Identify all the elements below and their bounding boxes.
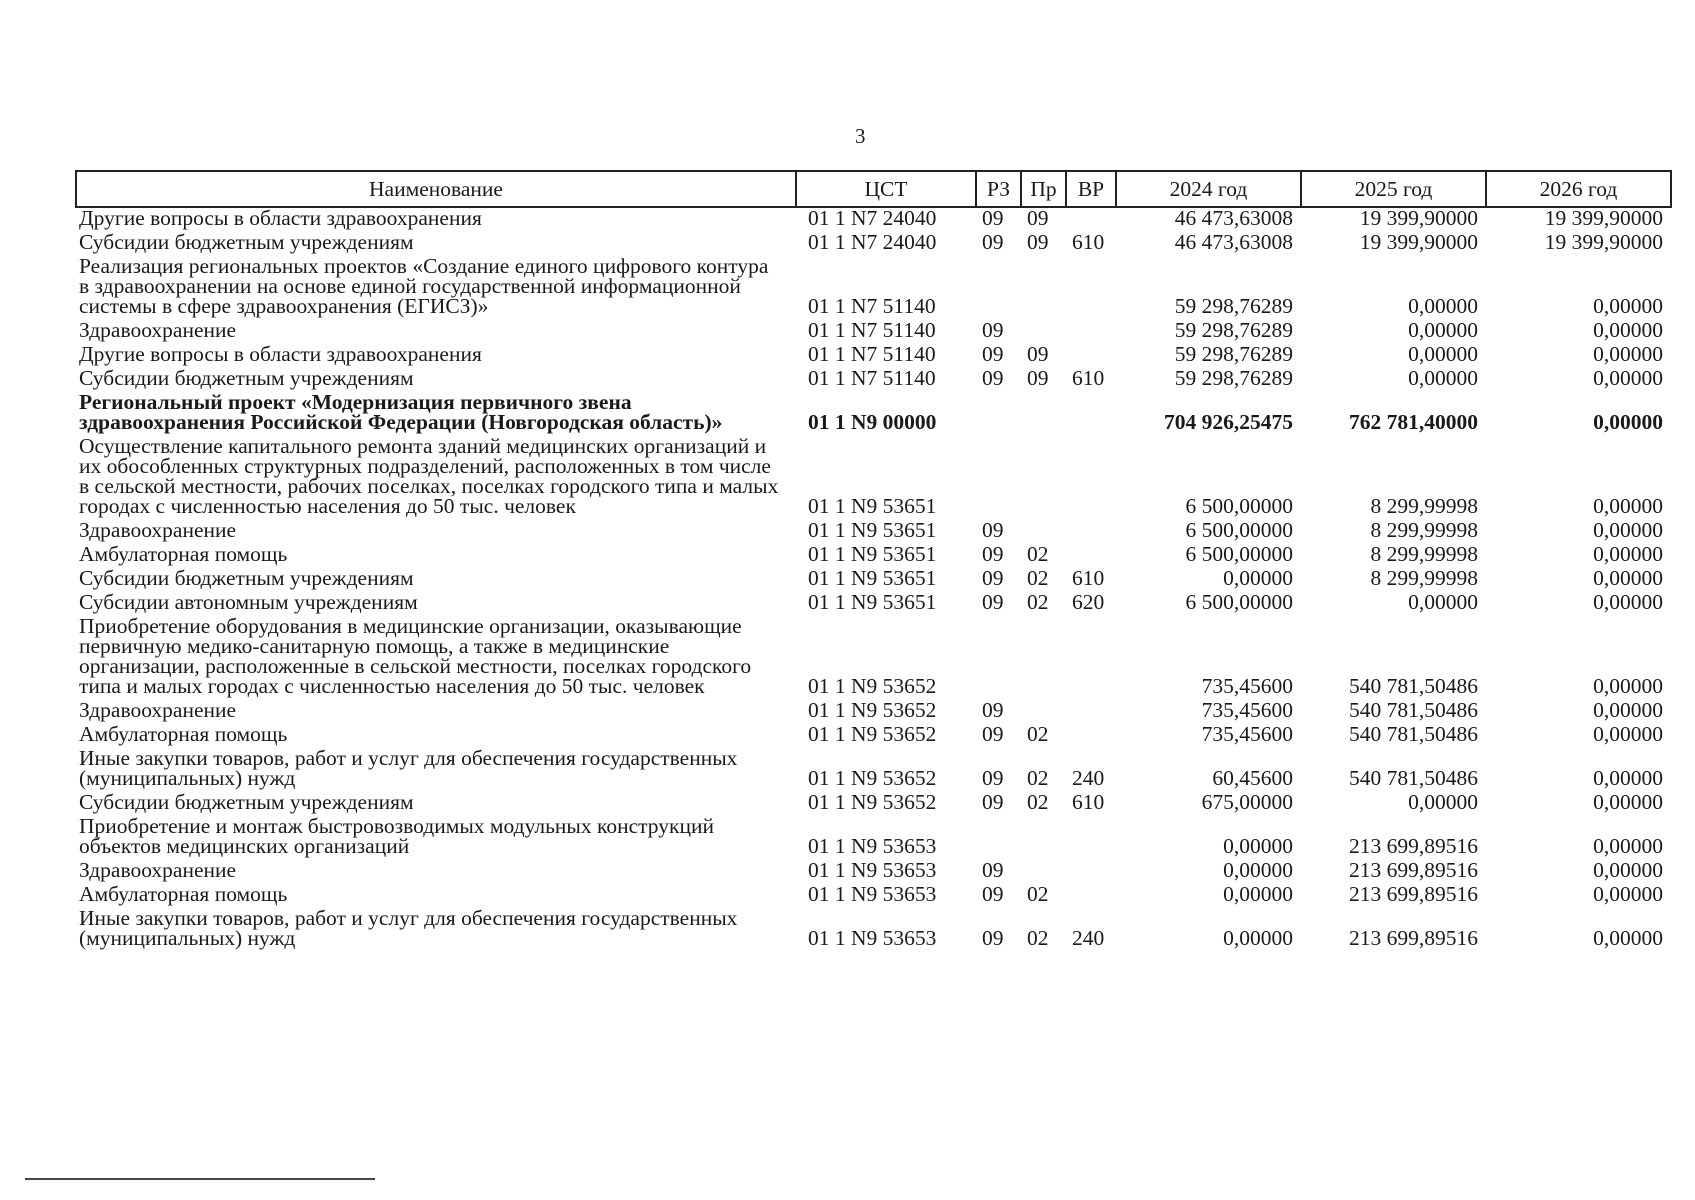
cell-pr: 09	[1027, 366, 1049, 390]
cell-2024: 6 500,00000	[1185, 518, 1293, 542]
cell-cst: 01 1 N9 53651	[808, 518, 937, 542]
cell-rz: 09	[982, 366, 1004, 390]
cell-pr	[1021, 700, 1066, 724]
table-row	[76, 344, 1671, 368]
cell-2026: 0,00000	[1593, 834, 1663, 858]
cell-2024: 735,45600	[1201, 722, 1293, 746]
cell-2026: 0,00000	[1593, 882, 1663, 906]
cell-vr	[1066, 616, 1116, 700]
cell-vr: 610	[1072, 366, 1105, 390]
cell-2024: 6 500,00000	[1185, 494, 1293, 518]
cell-cst: 01 1 N9 53652	[808, 722, 937, 746]
cell-cst: 01 1 N9 53652	[808, 790, 937, 814]
cell-2024: 46 473,63008	[1174, 206, 1293, 230]
cell-rz	[976, 436, 1021, 520]
cell-2024: 60,45600	[1212, 766, 1293, 790]
table-row	[76, 232, 1671, 256]
cell-2025: 19 399,90000	[1359, 206, 1478, 230]
cell-name: Здравоохранение	[79, 698, 237, 722]
cell-name: Приобретение и монтаж быстровозводимых модульных конструкций объектов медицинских организаций	[79, 814, 714, 858]
table-row	[76, 724, 1671, 748]
table-row	[76, 700, 1671, 724]
cell-rz: 09	[982, 790, 1004, 814]
cell-2025: 8 299,99998	[1370, 566, 1478, 590]
cell-rz: 09	[982, 590, 1004, 614]
header-name: Наименование	[76, 171, 796, 207]
cell-2026: 0,00000	[1593, 590, 1663, 614]
cell-rz: 09	[982, 206, 1004, 230]
cell-2025: 8 299,99998	[1370, 494, 1478, 518]
cell-name: Субсидии бюджетным учреждениям	[79, 566, 414, 590]
table-row	[76, 436, 1671, 520]
cell-pr: 02	[1027, 790, 1049, 814]
table-row	[76, 320, 1671, 344]
cell-rz	[976, 816, 1021, 860]
cell-cst: 01 1 N9 53651	[808, 566, 937, 590]
cell-vr: 610	[1072, 566, 1105, 590]
cell-pr: 02	[1027, 542, 1049, 566]
table-row	[76, 520, 1671, 544]
cell-name: Иные закупки товаров, работ и услуг для обеспечения государственных (муниципальных) нужд	[79, 746, 738, 790]
cell-vr	[1066, 320, 1116, 344]
cell-2026: 0,00000	[1593, 342, 1663, 366]
cell-name: Осуществление капитального ремонта зданий медицинских организаций и их обособленных структурных подразделений, расположенных в том числе в сельской местности, рабочих поселках, поселках городского типа и малых городах с численностью населения до 50 тыс. человек	[79, 434, 779, 518]
cell-2024: 0,00000	[1223, 566, 1293, 590]
cell-pr: 02	[1027, 766, 1049, 790]
cell-rz	[976, 616, 1021, 700]
cell-cst: 01 1 N9 53653	[808, 882, 937, 906]
cell-name: Реализация региональных проектов «Создание единого цифрового контура в здравоохранении на основе единой государственной информационной системы в сфере здравоохранения (ЕГИСЗ)»	[79, 254, 769, 318]
cell-name: Другие вопросы в области здравоохранения	[79, 342, 482, 366]
cell-pr: 09	[1027, 342, 1049, 366]
header-2026: 2026 год	[1486, 171, 1671, 207]
table-row	[76, 392, 1671, 436]
cell-2025: 762 781,40000	[1349, 410, 1478, 434]
header-vr: ВР	[1066, 171, 1116, 207]
cell-name: Другие вопросы в области здравоохранения	[79, 206, 482, 230]
cell-cst: 01 1 N7 51140	[808, 342, 936, 366]
cell-name: Здравоохранение	[79, 318, 237, 342]
cell-rz: 09	[982, 542, 1004, 566]
cell-cst: 01 1 N9 53651	[808, 494, 937, 518]
cell-2026: 0,00000	[1593, 674, 1663, 698]
cell-2024: 675,00000	[1201, 790, 1293, 814]
cell-vr	[1066, 520, 1116, 544]
cell-2024: 704 926,25475	[1164, 410, 1293, 434]
cell-2026: 19 399,90000	[1544, 230, 1663, 254]
cell-rz: 09	[982, 518, 1004, 542]
cell-2025: 213 699,89516	[1349, 834, 1478, 858]
cell-2024: 0,00000	[1223, 926, 1293, 950]
cell-pr: 02	[1027, 566, 1049, 590]
cell-2025: 540 781,50486	[1349, 722, 1478, 746]
table-row	[76, 544, 1671, 568]
table-row	[76, 748, 1671, 792]
footer-rule	[25, 1178, 375, 1180]
cell-cst: 01 1 N7 51140	[808, 294, 936, 318]
header-rz: РЗ	[976, 171, 1021, 207]
cell-pr	[1021, 860, 1066, 884]
cell-2026: 0,00000	[1593, 566, 1663, 590]
cell-pr	[1021, 320, 1066, 344]
cell-pr: 02	[1027, 882, 1049, 906]
cell-2025: 213 699,89516	[1349, 882, 1478, 906]
table-row	[76, 256, 1671, 320]
cell-rz: 09	[982, 858, 1004, 882]
cell-name: Здравоохранение	[79, 518, 237, 542]
cell-vr	[1066, 436, 1116, 520]
table-row	[76, 792, 1671, 816]
cell-vr	[1066, 344, 1116, 368]
cell-cst: 01 1 N7 24040	[808, 206, 937, 230]
cell-vr	[1066, 816, 1116, 860]
cell-2026: 0,00000	[1593, 766, 1663, 790]
cell-rz: 09	[982, 882, 1004, 906]
cell-rz: 09	[982, 722, 1004, 746]
cell-2026: 0,00000	[1593, 926, 1663, 950]
cell-rz: 09	[982, 926, 1004, 950]
cell-2024: 59 298,76289	[1174, 342, 1293, 366]
cell-pr	[1021, 616, 1066, 700]
table-row	[76, 908, 1671, 952]
cell-2025: 213 699,89516	[1349, 926, 1478, 950]
cell-2025: 0,00000	[1408, 294, 1478, 318]
page-number: 3	[855, 124, 866, 148]
cell-cst: 01 1 N9 53653	[808, 926, 937, 950]
cell-cst: 01 1 N7 51140	[808, 366, 936, 390]
cell-pr	[1021, 816, 1066, 860]
cell-cst: 01 1 N9 53652	[808, 674, 937, 698]
cell-vr	[1066, 207, 1116, 232]
cell-pr: 09	[1027, 230, 1049, 254]
cell-2024: 59 298,76289	[1174, 294, 1293, 318]
cell-name: Амбулаторная помощь	[79, 882, 288, 906]
cell-pr: 02	[1027, 590, 1049, 614]
cell-2026: 0,00000	[1593, 318, 1663, 342]
cell-cst: 01 1 N9 53652	[808, 766, 937, 790]
cell-name: Региональный проект «Модернизация первичного звена здравоохранения Российской Федерации (Новгородская область)»	[79, 390, 723, 434]
cell-vr	[1066, 724, 1116, 748]
cell-name: Субсидии бюджетным учреждениям	[79, 230, 414, 254]
cell-2024: 0,00000	[1223, 858, 1293, 882]
cell-2025: 0,00000	[1408, 590, 1478, 614]
cell-2024: 59 298,76289	[1174, 318, 1293, 342]
cell-2024: 6 500,00000	[1185, 590, 1293, 614]
cell-vr	[1066, 544, 1116, 568]
cell-2025: 540 781,50486	[1349, 698, 1478, 722]
cell-2025: 19 399,90000	[1359, 230, 1478, 254]
cell-2026: 0,00000	[1593, 410, 1663, 434]
cell-2026: 0,00000	[1593, 790, 1663, 814]
cell-2024: 59 298,76289	[1174, 366, 1293, 390]
cell-2026: 0,00000	[1593, 858, 1663, 882]
cell-name: Здравоохранение	[79, 858, 237, 882]
cell-pr	[1021, 436, 1066, 520]
cell-2025: 8 299,99998	[1370, 542, 1478, 566]
cell-name: Приобретение оборудования в медицинские организации, оказывающие первичную медико-санитарную помощь, а также в медицинские организации, расположенные в сельской местности, поселках городского типа и малых городах с численностью населения до 50 тыс. человек	[79, 614, 752, 698]
budget-table	[75, 170, 1672, 952]
cell-rz: 09	[982, 230, 1004, 254]
cell-2026: 0,00000	[1593, 294, 1663, 318]
cell-vr	[1066, 392, 1116, 436]
cell-2025: 0,00000	[1408, 318, 1478, 342]
cell-pr	[1021, 256, 1066, 320]
cell-cst: 01 1 N9 53653	[808, 834, 937, 858]
table-row	[76, 568, 1671, 592]
table-row	[76, 368, 1671, 392]
cell-2024: 735,45600	[1201, 674, 1293, 698]
header-2025: 2025 год	[1301, 171, 1486, 207]
cell-cst: 01 1 N7 51140	[808, 318, 936, 342]
cell-2024: 46 473,63008	[1174, 230, 1293, 254]
cell-rz: 09	[982, 318, 1004, 342]
cell-2026: 0,00000	[1593, 542, 1663, 566]
cell-rz: 09	[982, 566, 1004, 590]
table-row	[76, 860, 1671, 884]
cell-name: Амбулаторная помощь	[79, 542, 288, 566]
cell-2026: 0,00000	[1593, 494, 1663, 518]
table-row	[76, 207, 1671, 232]
cell-2026: 0,00000	[1593, 366, 1663, 390]
cell-2024: 6 500,00000	[1185, 542, 1293, 566]
cell-vr: 240	[1072, 926, 1105, 950]
cell-2025: 8 299,99998	[1370, 518, 1478, 542]
cell-pr	[1021, 392, 1066, 436]
cell-pr: 02	[1027, 722, 1049, 746]
cell-name: Субсидии бюджетным учреждениям	[79, 366, 414, 390]
table-header-row	[76, 171, 1671, 207]
cell-pr	[1021, 520, 1066, 544]
cell-rz: 09	[982, 698, 1004, 722]
table-row	[76, 592, 1671, 616]
cell-cst: 01 1 N9 53651	[808, 542, 937, 566]
table-row	[76, 884, 1671, 908]
cell-vr: 240	[1072, 766, 1105, 790]
cell-2026: 19 399,90000	[1544, 206, 1663, 230]
cell-2026: 0,00000	[1593, 722, 1663, 746]
cell-cst: 01 1 N9 53652	[808, 698, 937, 722]
cell-2025: 213 699,89516	[1349, 858, 1478, 882]
header-pr: Пр	[1021, 171, 1066, 207]
cell-cst: 01 1 N9 53653	[808, 858, 937, 882]
cell-rz: 09	[982, 342, 1004, 366]
cell-2024: 735,45600	[1201, 698, 1293, 722]
cell-rz	[976, 392, 1021, 436]
cell-2025: 0,00000	[1408, 342, 1478, 366]
cell-2024: 0,00000	[1223, 834, 1293, 858]
cell-2026: 0,00000	[1593, 698, 1663, 722]
table-body	[76, 207, 1671, 952]
cell-vr: 610	[1072, 790, 1105, 814]
cell-vr	[1066, 860, 1116, 884]
cell-2024: 0,00000	[1223, 882, 1293, 906]
header-2024: 2024 год	[1116, 171, 1301, 207]
cell-vr	[1066, 700, 1116, 724]
cell-vr: 610	[1072, 230, 1105, 254]
cell-rz	[976, 256, 1021, 320]
cell-name: Субсидии бюджетным учреждениям	[79, 790, 414, 814]
cell-pr: 09	[1027, 206, 1049, 230]
cell-vr	[1066, 884, 1116, 908]
cell-pr: 02	[1027, 926, 1049, 950]
cell-cst: 01 1 N7 24040	[808, 230, 937, 254]
cell-2025: 0,00000	[1408, 790, 1478, 814]
cell-cst: 01 1 N9 00000	[808, 410, 937, 434]
cell-rz: 09	[982, 766, 1004, 790]
cell-vr: 620	[1072, 590, 1105, 614]
table-row	[76, 816, 1671, 860]
cell-vr	[1066, 256, 1116, 320]
cell-2025: 0,00000	[1408, 366, 1478, 390]
table-row	[76, 616, 1671, 700]
cell-cst: 01 1 N9 53651	[808, 590, 937, 614]
cell-2026: 0,00000	[1593, 518, 1663, 542]
cell-name: Амбулаторная помощь	[79, 722, 288, 746]
header-cst: ЦСТ	[796, 171, 976, 207]
cell-2025: 540 781,50486	[1349, 766, 1478, 790]
cell-2025: 540 781,50486	[1349, 674, 1478, 698]
cell-name: Субсидии автономным учреждениям	[79, 590, 418, 614]
cell-name: Иные закупки товаров, работ и услуг для обеспечения государственных (муниципальных) нужд	[79, 906, 738, 950]
